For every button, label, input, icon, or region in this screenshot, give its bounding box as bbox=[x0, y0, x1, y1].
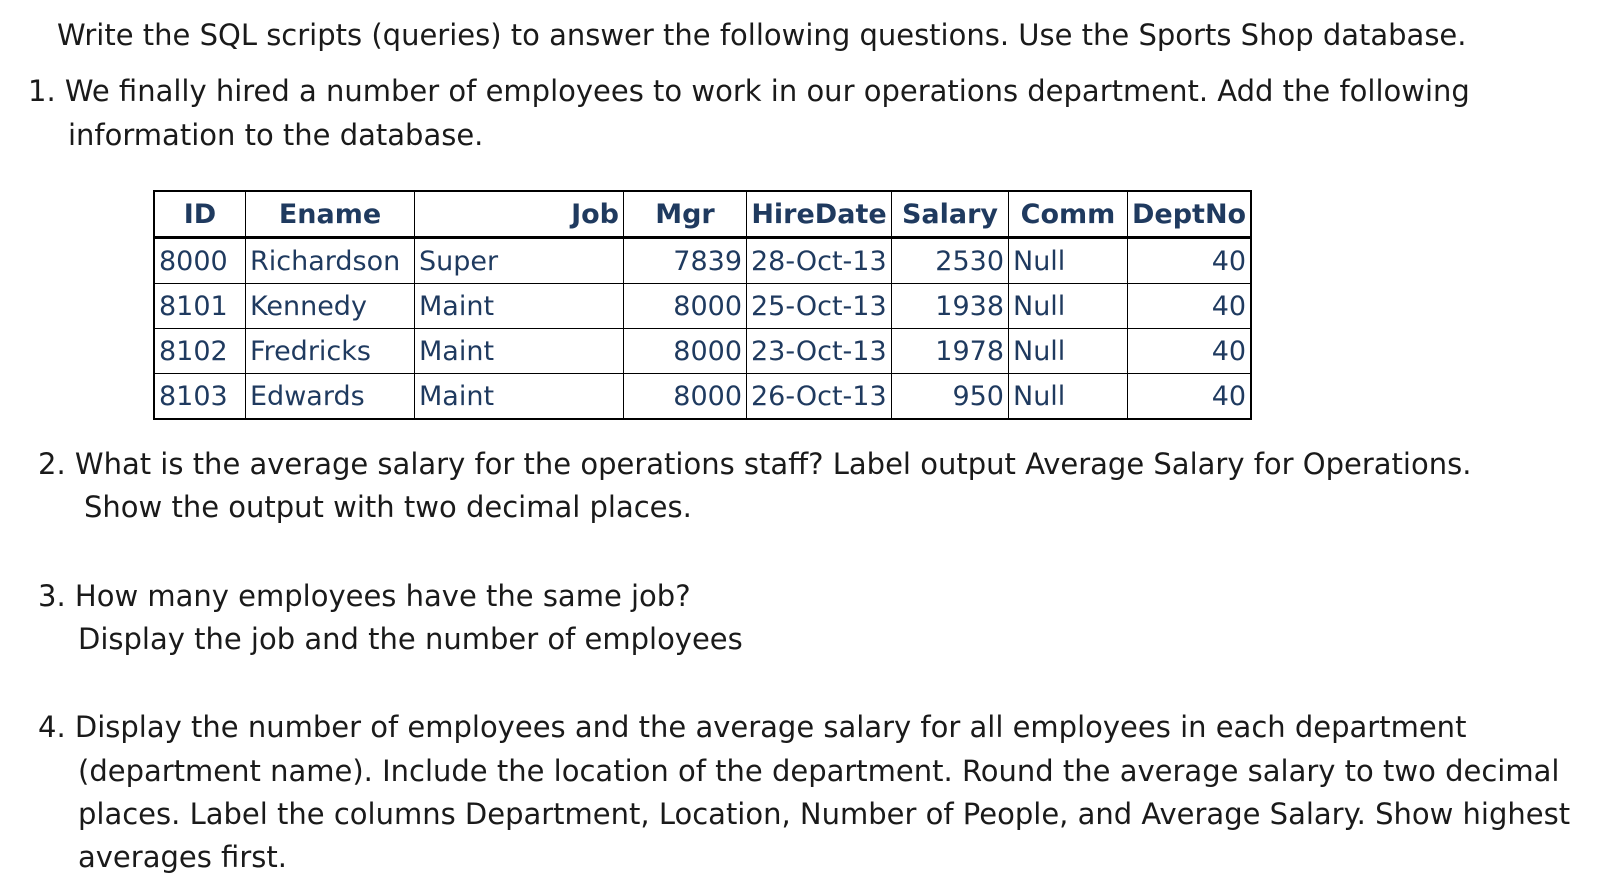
header-deptno: DeptNo bbox=[1128, 191, 1252, 238]
cell-mgr: 8000 bbox=[624, 329, 747, 374]
cell-comm: Null bbox=[1009, 374, 1128, 420]
question-1-text-2: information to the database. bbox=[68, 118, 484, 152]
question-3-text-1: How many employees have the same job? bbox=[74, 579, 691, 613]
table-header-row bbox=[154, 191, 1251, 238]
question-3-line-1 bbox=[38, 579, 691, 613]
cell-mgr: 7839 bbox=[624, 238, 747, 284]
question-2-line-1 bbox=[38, 447, 1472, 481]
cell-id: 8102 bbox=[154, 329, 246, 374]
question-4-text-3: places. Label the columns Department, Location, Number of People, and Average Salary. Show highest bbox=[78, 797, 1571, 831]
cell-hiredate: 26-Oct-13 bbox=[747, 374, 892, 420]
question-2-number: 2. bbox=[38, 447, 66, 481]
cell-mgr: 8000 bbox=[624, 284, 747, 329]
question-4-line-1 bbox=[38, 710, 1467, 744]
question-2-text-1: What is the average salary for the operations staff? Label output Average Salary for Operations. bbox=[74, 447, 1472, 481]
question-1-text-1: We finally hired a number of employees to work in our operations department. Add the following bbox=[64, 74, 1470, 108]
cell-job: Super bbox=[415, 238, 624, 284]
table-row bbox=[154, 238, 1251, 284]
question-1-line-1 bbox=[28, 74, 1470, 108]
cell-ename: Edwards bbox=[246, 374, 415, 420]
cell-salary: 950 bbox=[892, 374, 1009, 420]
cell-salary: 1938 bbox=[892, 284, 1009, 329]
cell-deptno: 40 bbox=[1128, 284, 1252, 329]
question-1-number: 1. bbox=[28, 74, 56, 108]
cell-comm: Null bbox=[1009, 284, 1128, 329]
header-salary: Salary bbox=[892, 191, 1009, 238]
cell-hiredate: 25-Oct-13 bbox=[747, 284, 892, 329]
cell-comm: Null bbox=[1009, 329, 1128, 374]
header-job: Job bbox=[415, 191, 624, 238]
cell-comm: Null bbox=[1009, 238, 1128, 284]
cell-ename: Kennedy bbox=[246, 284, 415, 329]
cell-id: 8000 bbox=[154, 238, 246, 284]
header-ename: Ename bbox=[246, 191, 415, 238]
cell-deptno: 40 bbox=[1128, 374, 1252, 420]
cell-id: 8101 bbox=[154, 284, 246, 329]
cell-id: 8103 bbox=[154, 374, 246, 420]
cell-ename: Fredricks bbox=[246, 329, 415, 374]
table-row bbox=[154, 329, 1251, 374]
header-id: ID bbox=[154, 191, 246, 238]
table-row bbox=[154, 374, 1251, 420]
question-3-text-2: Display the job and the number of employees bbox=[78, 622, 743, 656]
question-4-text-1: Display the number of employees and the average salary for all employees in each department bbox=[74, 710, 1467, 744]
cell-job: Maint bbox=[415, 284, 624, 329]
cell-hiredate: 28-Oct-13 bbox=[747, 238, 892, 284]
question-4-text-4: averages first. bbox=[78, 840, 287, 874]
question-4-text-2: (department name). Include the location of the department. Round the average salary to two decimal bbox=[78, 754, 1560, 788]
question-3-number: 3. bbox=[38, 579, 66, 613]
header-comm: Comm bbox=[1009, 191, 1128, 238]
cell-ename: Richardson bbox=[246, 238, 415, 284]
cell-mgr: 8000 bbox=[624, 374, 747, 420]
cell-deptno: 40 bbox=[1128, 238, 1252, 284]
cell-salary: 1978 bbox=[892, 329, 1009, 374]
table-row bbox=[154, 284, 1251, 329]
header-mgr: Mgr bbox=[624, 191, 747, 238]
question-4-number: 4. bbox=[38, 710, 66, 744]
cell-job: Maint bbox=[415, 329, 624, 374]
cell-salary: 2530 bbox=[892, 238, 1009, 284]
header-hiredate: HireDate bbox=[747, 191, 892, 238]
question-2-text-2: Show the output with two decimal places. bbox=[84, 490, 692, 524]
cell-deptno: 40 bbox=[1128, 329, 1252, 374]
employee-table bbox=[153, 190, 1252, 420]
cell-hiredate: 23-Oct-13 bbox=[747, 329, 892, 374]
intro-text: Write the SQL scripts (queries) to answer the following questions. Use the Sports Shop database. bbox=[57, 18, 1467, 52]
cell-job: Maint bbox=[415, 374, 624, 420]
